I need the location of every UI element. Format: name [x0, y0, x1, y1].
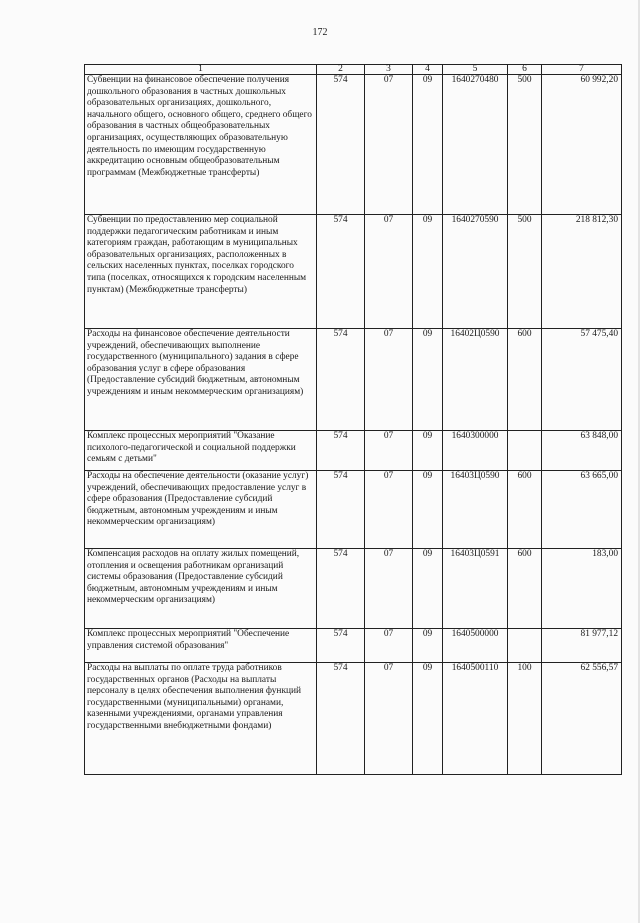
- row-expense-type: 600: [508, 329, 542, 431]
- row-section: 07: [365, 215, 413, 329]
- row-description: Комплекс процессных мероприятий "Обеспечение управления системой образования": [85, 629, 317, 663]
- row-expense-type: [508, 431, 542, 471]
- table-row: [85, 329, 622, 431]
- row-description: Расходы на финансовое обеспечение деятельности учреждений, обеспечивающих выполнение государственного (муниципального) задания в сфере образования услуг в сфере образования (Предоставление субсидий бюджетным, автономным учреждениям и иным некоммерческим организациям): [85, 329, 317, 431]
- table-row: [85, 471, 622, 549]
- row-code-admin: 574: [317, 471, 365, 549]
- row-expense-type: 100: [508, 663, 542, 775]
- row-code-admin: 574: [317, 329, 365, 431]
- page-number: 172: [312, 27, 328, 38]
- row-subsection: 09: [413, 629, 443, 663]
- row-description: Компенсация расходов на оплату жилых помещений, отопления и освещения работникам организаций системы образования (Предоставление субсидий бюджетным, автономным учреждениям и иным некоммерческим организациям): [85, 549, 317, 629]
- row-expense-type: 600: [508, 549, 542, 629]
- row-section: 07: [365, 549, 413, 629]
- header-col-7: 7: [542, 65, 622, 75]
- row-subsection: 09: [413, 549, 443, 629]
- row-section: 07: [365, 663, 413, 775]
- row-description: Расходы на выплаты по оплате труда работников государственных органов (Расходы на выплаты персоналу в целях обеспечения выполнения функций государственными (муниципальными) органами, казенными учреждениями, органами управления государственными внебюджетными фондами): [85, 663, 317, 775]
- row-amount: 63 848,00: [542, 431, 622, 471]
- row-subsection: 09: [413, 75, 443, 215]
- table-row: [85, 431, 622, 471]
- table-row: [85, 75, 622, 215]
- row-amount: 81 977,12: [542, 629, 622, 663]
- header-col-1: 1: [85, 65, 317, 75]
- row-description: Комплекс процессных мероприятий "Оказание психолого-педагогической и социальной поддержки семьям с детьми": [85, 431, 317, 471]
- row-description: Субвенции по предоставлению мер социальной поддержки педагогическим работникам и иным категориям граждан, работающим в муниципальных образовательных организациях, расположенных в сельских населенных пунктах, поселках городского типа (поселках, относящихся к городским населенным пунктам) (Межбюджетные трансферты): [85, 215, 317, 329]
- header-col-5: 5: [443, 65, 508, 75]
- row-target-article: 1640270590: [443, 215, 508, 329]
- header-col-3: 3: [365, 65, 413, 75]
- row-subsection: 09: [413, 215, 443, 329]
- budget-table-wrapper: [84, 64, 622, 775]
- row-code-admin: 574: [317, 549, 365, 629]
- row-code-admin: 574: [317, 215, 365, 329]
- row-amount: 60 992,20: [542, 75, 622, 215]
- budget-table: [84, 64, 622, 775]
- row-section: 07: [365, 75, 413, 215]
- row-code-admin: 574: [317, 663, 365, 775]
- row-expense-type: 500: [508, 215, 542, 329]
- table-row: [85, 663, 622, 775]
- row-target-article: 16403Ц0590: [443, 471, 508, 549]
- row-amount: 183,00: [542, 549, 622, 629]
- header-col-4: 4: [413, 65, 443, 75]
- row-subsection: 09: [413, 431, 443, 471]
- row-description: Расходы на обеспечение деятельности (оказание услуг) учреждений, обеспечивающих предоставление услуг в сфере образования (Предоставление субсидий бюджетным, автономным учреждениям и иным некоммерческим организациям): [85, 471, 317, 549]
- row-expense-type: 600: [508, 471, 542, 549]
- row-expense-type: 500: [508, 75, 542, 215]
- row-amount: 62 556,57: [542, 663, 622, 775]
- row-target-article: 1640500000: [443, 629, 508, 663]
- row-amount: 218 812,30: [542, 215, 622, 329]
- row-code-admin: 574: [317, 431, 365, 471]
- row-section: 07: [365, 471, 413, 549]
- row-section: 07: [365, 431, 413, 471]
- row-code-admin: 574: [317, 629, 365, 663]
- table-header-row: [85, 65, 622, 75]
- row-expense-type: [508, 629, 542, 663]
- table-row: [85, 549, 622, 629]
- row-subsection: 09: [413, 329, 443, 431]
- row-target-article: 1640500110: [443, 663, 508, 775]
- row-amount: 63 665,00: [542, 471, 622, 549]
- row-subsection: 09: [413, 663, 443, 775]
- row-amount: 57 475,40: [542, 329, 622, 431]
- row-section: 07: [365, 329, 413, 431]
- row-code-admin: 574: [317, 75, 365, 215]
- header-col-2: 2: [317, 65, 365, 75]
- row-section: 07: [365, 629, 413, 663]
- row-target-article: 1640270480: [443, 75, 508, 215]
- row-subsection: 09: [413, 471, 443, 549]
- table-row: [85, 215, 622, 329]
- row-target-article: 16402Ц0590: [443, 329, 508, 431]
- header-col-6: 6: [508, 65, 542, 75]
- row-target-article: 1640300000: [443, 431, 508, 471]
- table-row: [85, 629, 622, 663]
- row-target-article: 16403Ц0591: [443, 549, 508, 629]
- row-description: Субвенции на финансовое обеспечение получения дошкольного образования в частных дошкольных образовательных организациях, дошкольного, начального общего, основного общего, среднего общего образования в частных общеобразовательных организациях, осуществляющих образовательную деятельность по имеющим государственную аккредитацию основным общеобразовательным программам (Межбюджетные трансферты): [85, 75, 317, 215]
